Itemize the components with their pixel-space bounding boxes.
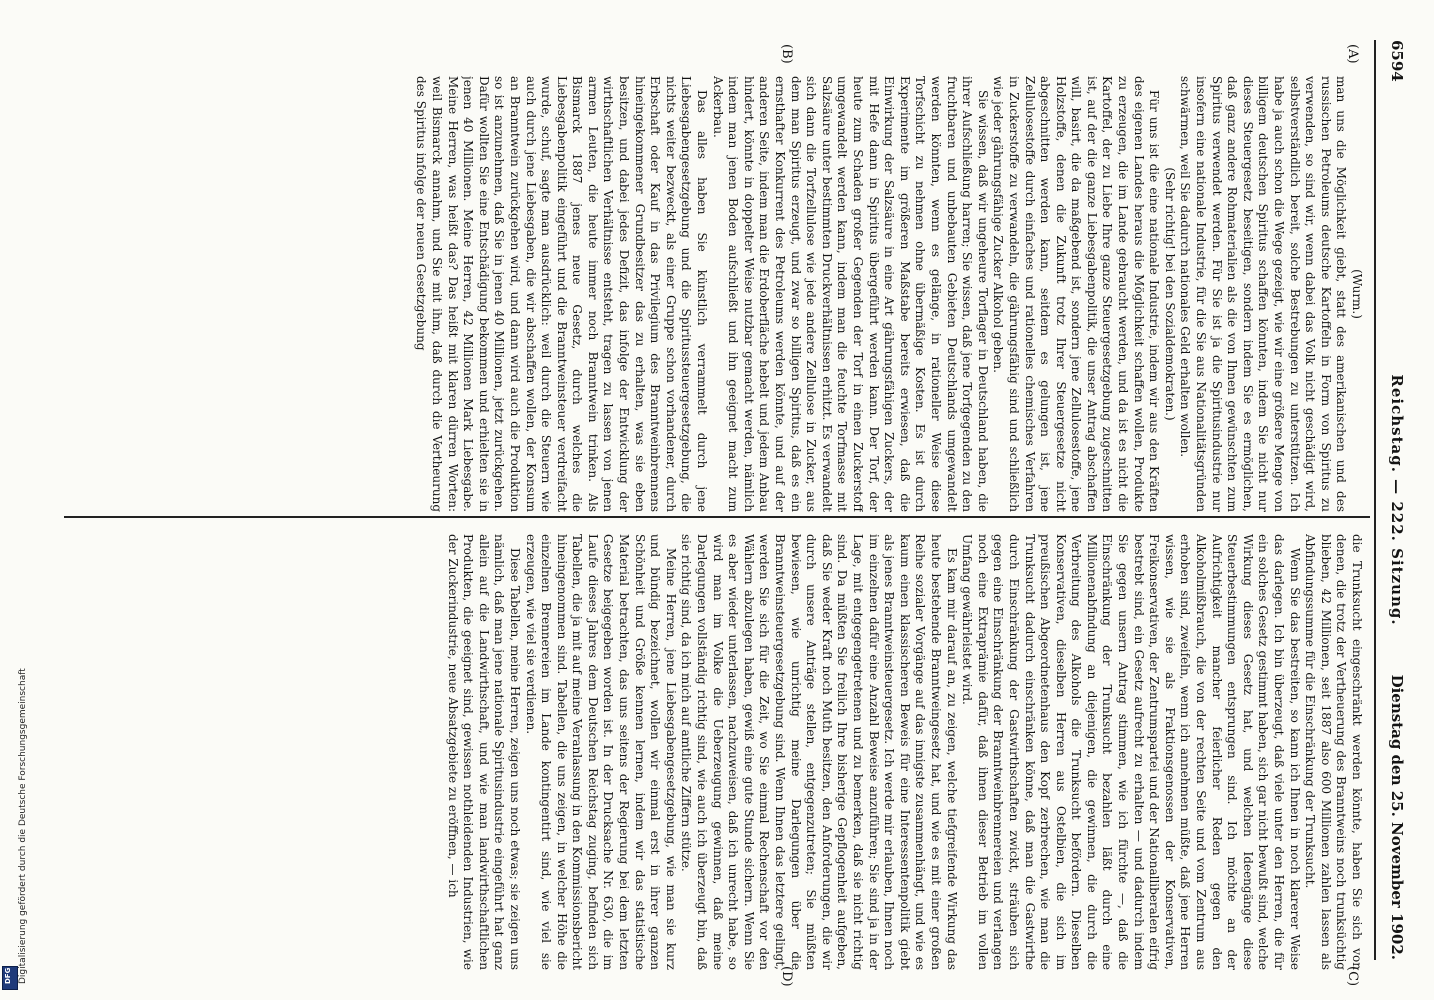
- margin-marker-d: (D): [779, 966, 794, 987]
- paragraph: Sie wissen, daß wir ungeheure Torflager in Deutschland haben, die ihrer Aufschließung harren; Sie wissen, daß jene Torfgegenden zu den fruchtbaren und unbebauten Gebieten Deutschlands umgewandelt werden könnten, wenn es gelänge, in rationeller Weise diese Torfschicht zu nehmen ohne übermäßige Kosten. Es ist durch Experimente im größeren Maßstabe bereits erwiesen, daß die Einwirkung der Salzsäure in eine Art gährungsfähigen Zuckers, der mit Hefe dann in Spiritus übergeführt werden kann. Der Torf, der heute zum Schaden großer Gegenden der Torf in einen Zuckerstoff umgewandelt werden kann, indem man die feuchte Torfmasse mit Salzsäure unter bestimmten Druckverhältnissen erhitzt. Es verwandelt sich dann die Torfzellulose wie jede andere Zellulose in Zucker, aus dem man Spiritus erzeugt, und zwar so billigen Spiritus, daß es ein ernsthafter Konkurrent des Petroleums werden könnte, und auf der anderen Seite, indem man die Erdoberfläche hebelt und jedem Anbau hindert, könnte in doppelter Weise nutzbar gemacht werden, nämlich indem man jenen Boden aufschließt und ihn geeignet macht zum Ackerbau.: [710, 76, 990, 512]
- paragraph: die Trunksucht eingeschränkt werden könnte, haben Sie sich von denen, die trotz der Vertheuerung des Branntweins noch trunksüchtig blieben, 42 Millionen, seit 1887 also 600 Millionen zahlen lassen als Abfindungssumme für die Einschränkung der Trunksucht.: [1303, 534, 1364, 970]
- dfg-logo-text: DFG: [4, 967, 12, 984]
- paragraph: man uns die Möglichkeit giebt, statt des amerikanischen und des russischen Petroleums deutsche Kartoffeln in Form von Spiritus zu verwenden, so sind wir, wenn dabei das Volk nicht geschädigt wird, selbstverständlich bereit, solche Bestrebungen zu unterstützen. Ich habe ja auch schon die Wege gezeigt, wie wir eine größere Menge von billigem deutschen Spiritus schaffen könnten, indem Sie nicht nur dieses Steuergesetz beseitigen, sondern indem Sie es ermöglichen, daß ganz andere Rohmaterialien als die von Ihnen gewünschten zum Spiritus verwendet werden. Für Sie ist ja die Spiritusindustrie nur insofern eine nationale Industrie, für die Sie aus Nationalitätsgründen schwärmen, weil Sie dadurch nationales Geld erhalten wollen.: [1178, 76, 1349, 512]
- margin-marker-c: (C): [1345, 966, 1360, 987]
- page-number: 6594: [1388, 40, 1406, 82]
- paragraph: Das alles haben Sie künstlich verrammelt durch jene Liebesgabengesetzgebung und die Spiritussteuergesetzgebung, die nichts weiter bezweckt, als einer Gruppe schon vorhandener, durch Erbschaft oder Kauf in das Privilegium des Branntweinbrennens hineingekommener Grundbesitzer das zu erhalten, was sie eben besitzen, und dabei jedes Defizit, das infolge der Entwicklung der wirthschaftlichen Verhältnisse entsteht, tragen zu lassen von jenen armen Leuten, die heute immer noch Branntwein trinken. Als Bismarck 1887 jenes neue Gesetz, durch welches die Liebesgabenpolitik eingeführt und die Branntweinsteuer verdreifacht wurde, schuf, sagte man ausdrücklich: weil durch die Steuern wie auch durch jene Liebesgaben, die wir abschaffen wollen, der Konsum an Branntwein zurückgehen wird, und dann wird auch die Produktion so ist anzunehmen, daß Sie in jenen 40 Millionen, jetzt zurückgehen. Dafür wollten Sie eine Entschädigung bekommen und erhielten sie in jenen 40 Millionen. Meine Herren, 42 Millionen Mark Liebesgabe. Meine Herren, was heißt das? Das heißt mit klaren dürren Worten: weil Bismarck annahm, und Sie mit ihm, daß durch die Vertheurung des Spiritus infolge der neuen Gesetzgebung: [414, 76, 710, 512]
- margin-marker-a: (A): [1345, 44, 1360, 64]
- paragraph: Wenn Sie das bestreiten, so kann ich Ihnen in noch klarerer Weise das darlegen. Ich bin überzeugt, daß viele unter den Herren, die für ein solches Gesetz gestimmt haben, sich gar nicht bewußt sind, welche Wirkung dieses Gesetz hat, und welchen Ideengänge diese Steuerbestimmungen entsprungen sind. Ich möchte an der Aufrichtigkeit mancher feierlicher Reden gegen den Alkoholmißbrauch, die von der rechten Seite und vom Zentrum aus erhoben sind, zweifeln, wenn ich annehmen müßte, daß jene Herren wissen, wie sie als Fraktionsgenossen der Konservativen, Freikonservativen, der Zentrumspartei und der Nationalliberalen eifrig bestrebt sind, ein Gesetz aufrecht zu erhalten — und dadurch indem Sie gegen unsern Antrag stimmen, wie ich fürchte —, daß die Einschränkung der Trunksucht bezahlen läßt durch eine Millionenabfindung an diejenigen, die gewinnen, die durch die Verbreitung des Alkohols die Trunksucht befördern. Dieselben Konservativen, dieselben Herren aus Ostelbien, die sich im preußischen Abgeordnetenhaus den Kopf zerbrechen, wie man die Trunksucht dadurch einschränken könne, daß man die Gastwirthe durch Einschränkung der Gastwirthschaften zwickt, sträuben sich gegen eine Einschränkung der Branntweinbrennereien und verlangen noch eine Extraprämie dafür, daß ihnen dieser Betrieb im vollen Umfang gewährleistet wird.: [960, 534, 1302, 970]
- paragraph: Es kam mir darauf an, zu zeigen, welche tiefgreifende Wirkung das heute bestehende Branntweingesetz hat, und wie es mit einer großen Reihe sozialer Vorgänge auf das innigste zusammenhängt, und wie es kaum einen klassischeren Beweis für eine Interessentenpolitik giebt als jenes Branntweinsteuergesetz. Ich werde mir erlauben, Ihnen noch im einzelnen dafür eine Anzahl Beweise anzuführen; Sie sind ja in der Lage, mit entgegengetretenen und zu bemerken, daß sie nicht richtig sind. Da müßten Sie freilich Ihre bisherige Gepflogenheit aufgeben, daß Sie weder Kraft noch Muth besitzen, den Anforderungen, die wir durch unsere Anträge stellen, entgegenzutreten; Sie müßten bewiesen, wie unrichtig meine Darlegungen über die Branntweinsteuergesetzgebung sind. Wenn Ihnen das letztere gelingt, werden Sie sich für die Zeit, wo Sie einmal Rechenschaft vor den Wählern abzulegen haben, gewiß eine gute Stunde sichern. Wenn Sie es aber wieder unterlassen, nachzuweisen, daß ich unrecht habe, so wird man im Volke die Ueberzeugung gewinnen, daß meine Darlegungen vollständig richtig sind, wie auch ich überzeugt bin, daß sie richtig sind, da ich mich auf amtliche Ziffern stütze.: [679, 534, 959, 970]
- text-column-left: [74, 76, 1364, 512]
- interjection: (Sehr richtig! bei den Sozialdemokraten.): [1162, 167, 1177, 421]
- speaker-name: (Wurm.): [1350, 269, 1364, 319]
- paragraph: Meine Herren, jene Liebesgabengesetzgebung, wie man sie kurz und bündig bezeichnet, wollen wir einmal erst in ihrer ganzen Schönheit und Größe kennen lernen, indem wir das statistische Material betrachten, das uns seitens der Regierung bei dem letzten Gesetze beigegeben worden ist. In der Drucksache Nr. 630, die im Laufe dieses Jahres dem Deutschen Reichstag zuging, befinden sich Tabellen, die ja mit auf meine Veranlassung in den Kommissionsbericht hineingenommen sind. Tabellen, die uns zeigen, in welcher Höhe die einzelnen Brennereien im Lande kontingentirt sind, wie viel sie erzeugen, wie viel sie verdienen.: [523, 534, 678, 970]
- dfg-logo: [2, 966, 18, 990]
- session-date: Dienstag den 25. November 1902.: [1388, 674, 1406, 960]
- margin-marker-b: (B): [779, 44, 794, 64]
- page-header: [1380, 40, 1406, 960]
- session-title: Reichstag. — 222. Sitzung.: [1388, 374, 1406, 626]
- digitization-note-text: Digitalisierung gefördert durch die Deutsche Forschungsgemeinschaft: [18, 668, 28, 984]
- text-column-right: [74, 534, 1364, 970]
- column-divider: [64, 516, 1370, 518]
- paragraph: Für uns ist die eine nationale Industrie, indem wir aus den Kräften des eigenen Landes heraus die Möglichkeit schaffen wollen, Produkte zu erzeugen, die im Lande gebraucht werden, und da ist es nicht die Kartoffel, der zu Liebe Ihre ganze Steuergesetzgebung zugeschnitten ist, auf der die ganze Liebesgabenpolitik, die unser Antrag abschaffen will, basirt, die da maßgebend ist, sondern jene Zellulosestoffe, jene Holzstoffe, denen die Zukunft trotz Ihrer Steuergesetze nicht abgeschnitten werden kann, seitdem es gelungen ist, jene Zellulosestoffe durch einfaches und rationelles chemisches Verfahren in Zuckerstoffe zu verwandeln, die gährungsfähig sind und schließlich wie jeder gährungsfähige Zucker Alkohol geben.: [991, 76, 1162, 512]
- header-rule: [1374, 40, 1376, 960]
- digitization-note: [18, 594, 29, 994]
- paragraph: Diese Tabellen, meine Herren, zeigen uns noch etwas; sie zeigen uns nämlich, daß man jene nationale Spiritusindustrie eingeführt hat ganz allein auf die Landwirthschaft, und wie man landwirthschaftlichen Produkten, die geeignet sind, gewissen nothleidenden Industrien, wie der Zuckerindustrie, neue Absatzgebiete zu eröffnen, — ich: [445, 534, 522, 970]
